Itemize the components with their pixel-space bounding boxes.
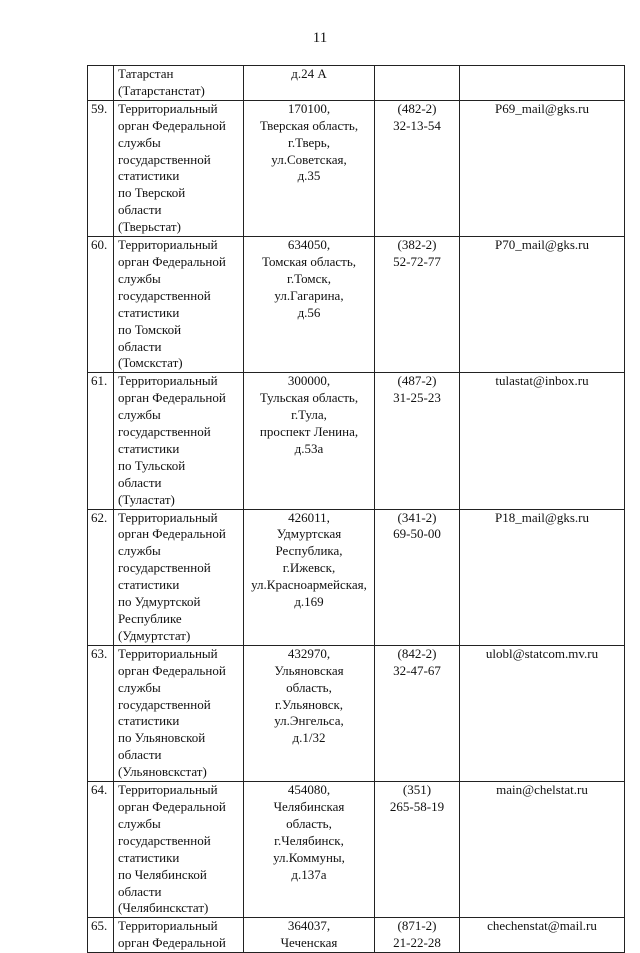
phone-cell: (351) 265-58-19 <box>375 782 460 918</box>
row-number-cell: 64. <box>88 782 114 918</box>
phone-cell: (382-2) 52-72-77 <box>375 237 460 373</box>
address-cell: 634050, Томская область, г.Томск, ул.Гагарина, д.56 <box>244 237 375 373</box>
table-row <box>88 237 625 373</box>
office-name-cell: Территориальный орган Федеральной службы государственной статистики по Ульяновской области (Ульяновскстат) <box>114 645 244 781</box>
address-cell: 426011, Удмуртская Республика, г.Ижевск, ул.Красноармейская, д.169 <box>244 509 375 645</box>
phone-cell: (482-2) 32-13-54 <box>375 100 460 236</box>
row-number-cell: 61. <box>88 373 114 509</box>
address-cell: д.24 А <box>244 66 375 101</box>
office-name-cell: Территориальный орган Федеральной службы государственной статистики по Томской области (Томскстат) <box>114 237 244 373</box>
table-row <box>88 100 625 236</box>
address-cell: 364037, Чеченская <box>244 918 375 953</box>
stat-offices-table <box>87 65 625 953</box>
office-name-cell: Территориальный орган Федеральной службы государственной статистики по Челябинской области (Челябинскстат) <box>114 782 244 918</box>
table-row <box>88 373 625 509</box>
table-row <box>88 645 625 781</box>
address-cell: 170100, Тверская область, г.Тверь, ул.Советская, д.35 <box>244 100 375 236</box>
address-cell: 300000, Тульская область, г.Тула, проспект Ленина, д.53а <box>244 373 375 509</box>
address-cell: 432970, Ульяновская область, г.Ульяновск, ул.Энгельса, д.1/32 <box>244 645 375 781</box>
office-name-cell: Территориальный орган Федеральной службы государственной статистики по Тверской области (Тверьстат) <box>114 100 244 236</box>
email-cell: P70_mail@gks.ru <box>460 237 625 373</box>
table-row <box>88 66 625 101</box>
email-cell: P69_mail@gks.ru <box>460 100 625 236</box>
row-number-cell: 59. <box>88 100 114 236</box>
row-number-cell: 63. <box>88 645 114 781</box>
address-cell: 454080, Челябинская область, г.Челябинск, ул.Коммуны, д.137а <box>244 782 375 918</box>
office-name-cell: Территориальный орган Федеральной службы государственной статистики по Удмуртской Республике (Удмуртстат) <box>114 509 244 645</box>
page-number: 11 <box>312 30 328 46</box>
table-row <box>88 782 625 918</box>
email-cell: P18_mail@gks.ru <box>460 509 625 645</box>
office-name-cell: Территориальный орган Федеральной службы государственной статистики по Тульской области (Туластат) <box>114 373 244 509</box>
table-row <box>88 509 625 645</box>
email-cell: main@chelstat.ru <box>460 782 625 918</box>
email-cell: tulastat@inbox.ru <box>460 373 625 509</box>
row-number-cell: 60. <box>88 237 114 373</box>
phone-cell: (842-2) 32-47-67 <box>375 645 460 781</box>
row-number-cell: 65. <box>88 918 114 953</box>
email-cell <box>460 66 625 101</box>
phone-cell: (487-2) 31-25-23 <box>375 373 460 509</box>
phone-cell: (871-2) 21-22-28 <box>375 918 460 953</box>
phone-cell <box>375 66 460 101</box>
email-cell: ulobl@statcom.mv.ru <box>460 645 625 781</box>
phone-cell: (341-2) 69-50-00 <box>375 509 460 645</box>
office-name-cell: Татарстан (Татарстанстат) <box>114 66 244 101</box>
row-number-cell <box>88 66 114 101</box>
office-name-cell: Территориальный орган Федеральной <box>114 918 244 953</box>
email-cell: chechenstat@mail.ru <box>460 918 625 953</box>
table-row <box>88 918 625 953</box>
row-number-cell: 62. <box>88 509 114 645</box>
